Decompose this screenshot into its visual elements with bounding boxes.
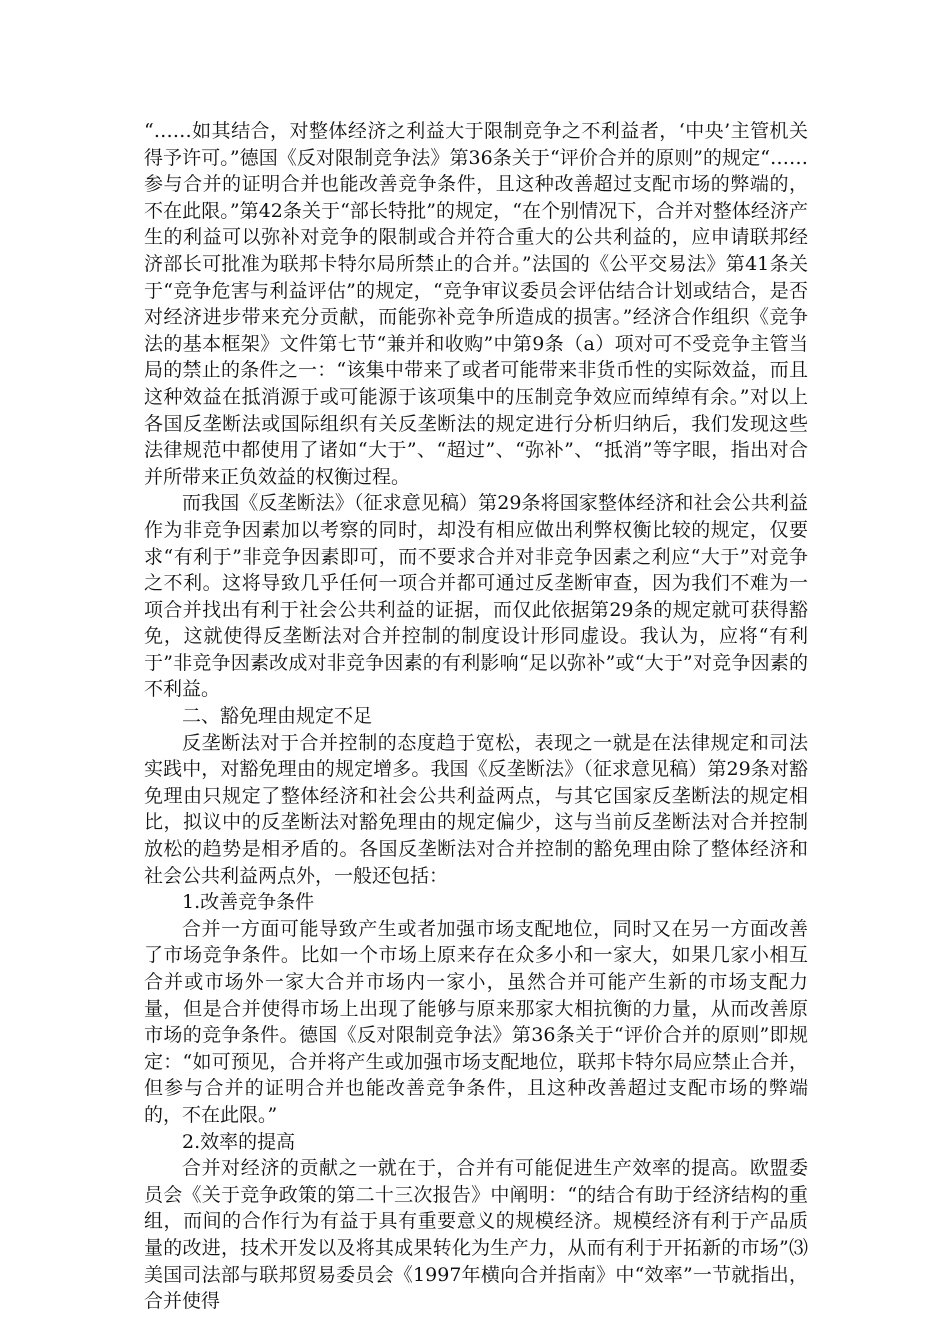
paragraph-china-draft-critique: 而我国《反垄断法》（征求意见稿）第29条将国家整体经济和社会公共利益作为非竞争因素加以考察的同时，却没有相应做出利弊权衡比较的规定，仅要求“有利于”非竞争因素即可，而不要求合并对非竞争因素之利应“大于”对竞争之不利。这将导致几乎任何一项合并都可通过反垄断审查，因为我们不难为一项合并找出有利于社会公共利益的证据，而仅此依据第29条的规定就可获得豁免，这就使得反垄断法对合并控制的制度设计形同虚设。我认为，应将“有利于”非竞争因素改成对非竞争因素的有利影响“足以弥补”或“大于”对竞争因素的不利益。 xyxy=(144,492,808,701)
subheading-efficiency: 2.效率的提高 xyxy=(182,1130,296,1153)
subheading-improve-competition: 1.改善竞争条件 xyxy=(182,891,315,914)
section-heading-exemption-grounds: 二、豁免理由规定不足 xyxy=(182,705,373,728)
paragraph-foreign-law-comparison: “……如其结合，对整体经济之利益大于限制竞争之不利益者，‘中央’主管机关得予许可。”德国《反对限制竞争法》第36条关于“评价合并的原则”的规定“……参与合并的证明合并也能改善竞争条件，且这种改善超过支配市场的弊端的，不在此限。”第42条关于“部长特批”的规定，“在个别情况下，合并对整体经济产生的利益可以弥补对竞争的限制或合并符合重大的公共利益的，应申请联邦经济部长可批准为联邦卡特尔局所禁止的合并。”法国的《公平交易法》第41条关于“竞争危害与利益评估”的规定，“竞争审议委员会评估结合计划或结合，是否对经济进步带来充分贡献，而能弥补竞争所造成的损害。”经济合作组织《竞争法的基本框架》文件第七节“兼并和收购”中第9条（a）项对可不受竞争主管当局的禁止的条件之一：“该集中带来了或者可能带来非货币性的实际效益，而且这种效益在抵消源于或可能源于该项集中的压制竞争效应而绰绰有余。”对以上各国反垄断法或国际组织有关反垄断法的规定进行分析归纳后，我们发现这些法律规范中都使用了诸如“大于”、“超过”、“弥补”、“抵消”等字眼，指出对合并所带来正负效益的权衡过程。 xyxy=(144,120,808,488)
paragraph-efficiency: 合并对经济的贡献之一就在于，合并有可能促进生产效率的提高。欧盟委员会《关于竞争政策的第二十三次报告》中阐明：“的结合有助于经济结构的重组，而间的合作行为有益于具有重要意义的规模经济。规模经济有利于产品质量的改进，技术开发以及将其成果转化为生产力，从而有利于开拓新的市场”⑶美国司法部与联邦贸易委员会《1997年横向合并指南》中“效率”一节就指出，合并使得 xyxy=(144,1157,808,1313)
paragraph-improve-competition: 合并一方面可能导致产生或者加强市场支配地位，同时又在另一方面改善了市场竞争条件。比如一个市场上原来存在众多小和一家大，如果几家小相互合并或市场外一家大合并市场内一家小，虽然合并可能产生新的市场支配力量，但是合并使得市场上出现了能够与原来那家大相抗衡的力量，从而改善原市场的竞争条件。德国《反对限制竞争法》第36条关于“评价合并的原则”即规定：“如可预见，合并将产生或加强市场支配地位，联邦卡特尔局应禁止合并，但参与合并的证明合并也能改善竞争条件，且这种改善超过支配市场的弊端的，不在此限。” xyxy=(144,917,808,1126)
paragraph-exemption-grounds: 反垄断法对于合并控制的态度趋于宽松，表现之一就是在法律规定和司法实践中，对豁免理由的规定增多。我国《反垄断法》（征求意见稿）第29条对豁免理由只规定了整体经济和社会公共利益两点，与其它国家反垄断法的规定相比，拟议中的反垄断法对豁免理由的规定偏少，这与当前反垄断法对合并控制放松的趋势是相矛盾的。各国反垄断法对合并控制的豁免理由除了整体经济和社会公共利益两点外，一般还包括： xyxy=(144,731,808,887)
document-page xyxy=(144,118,808,1315)
